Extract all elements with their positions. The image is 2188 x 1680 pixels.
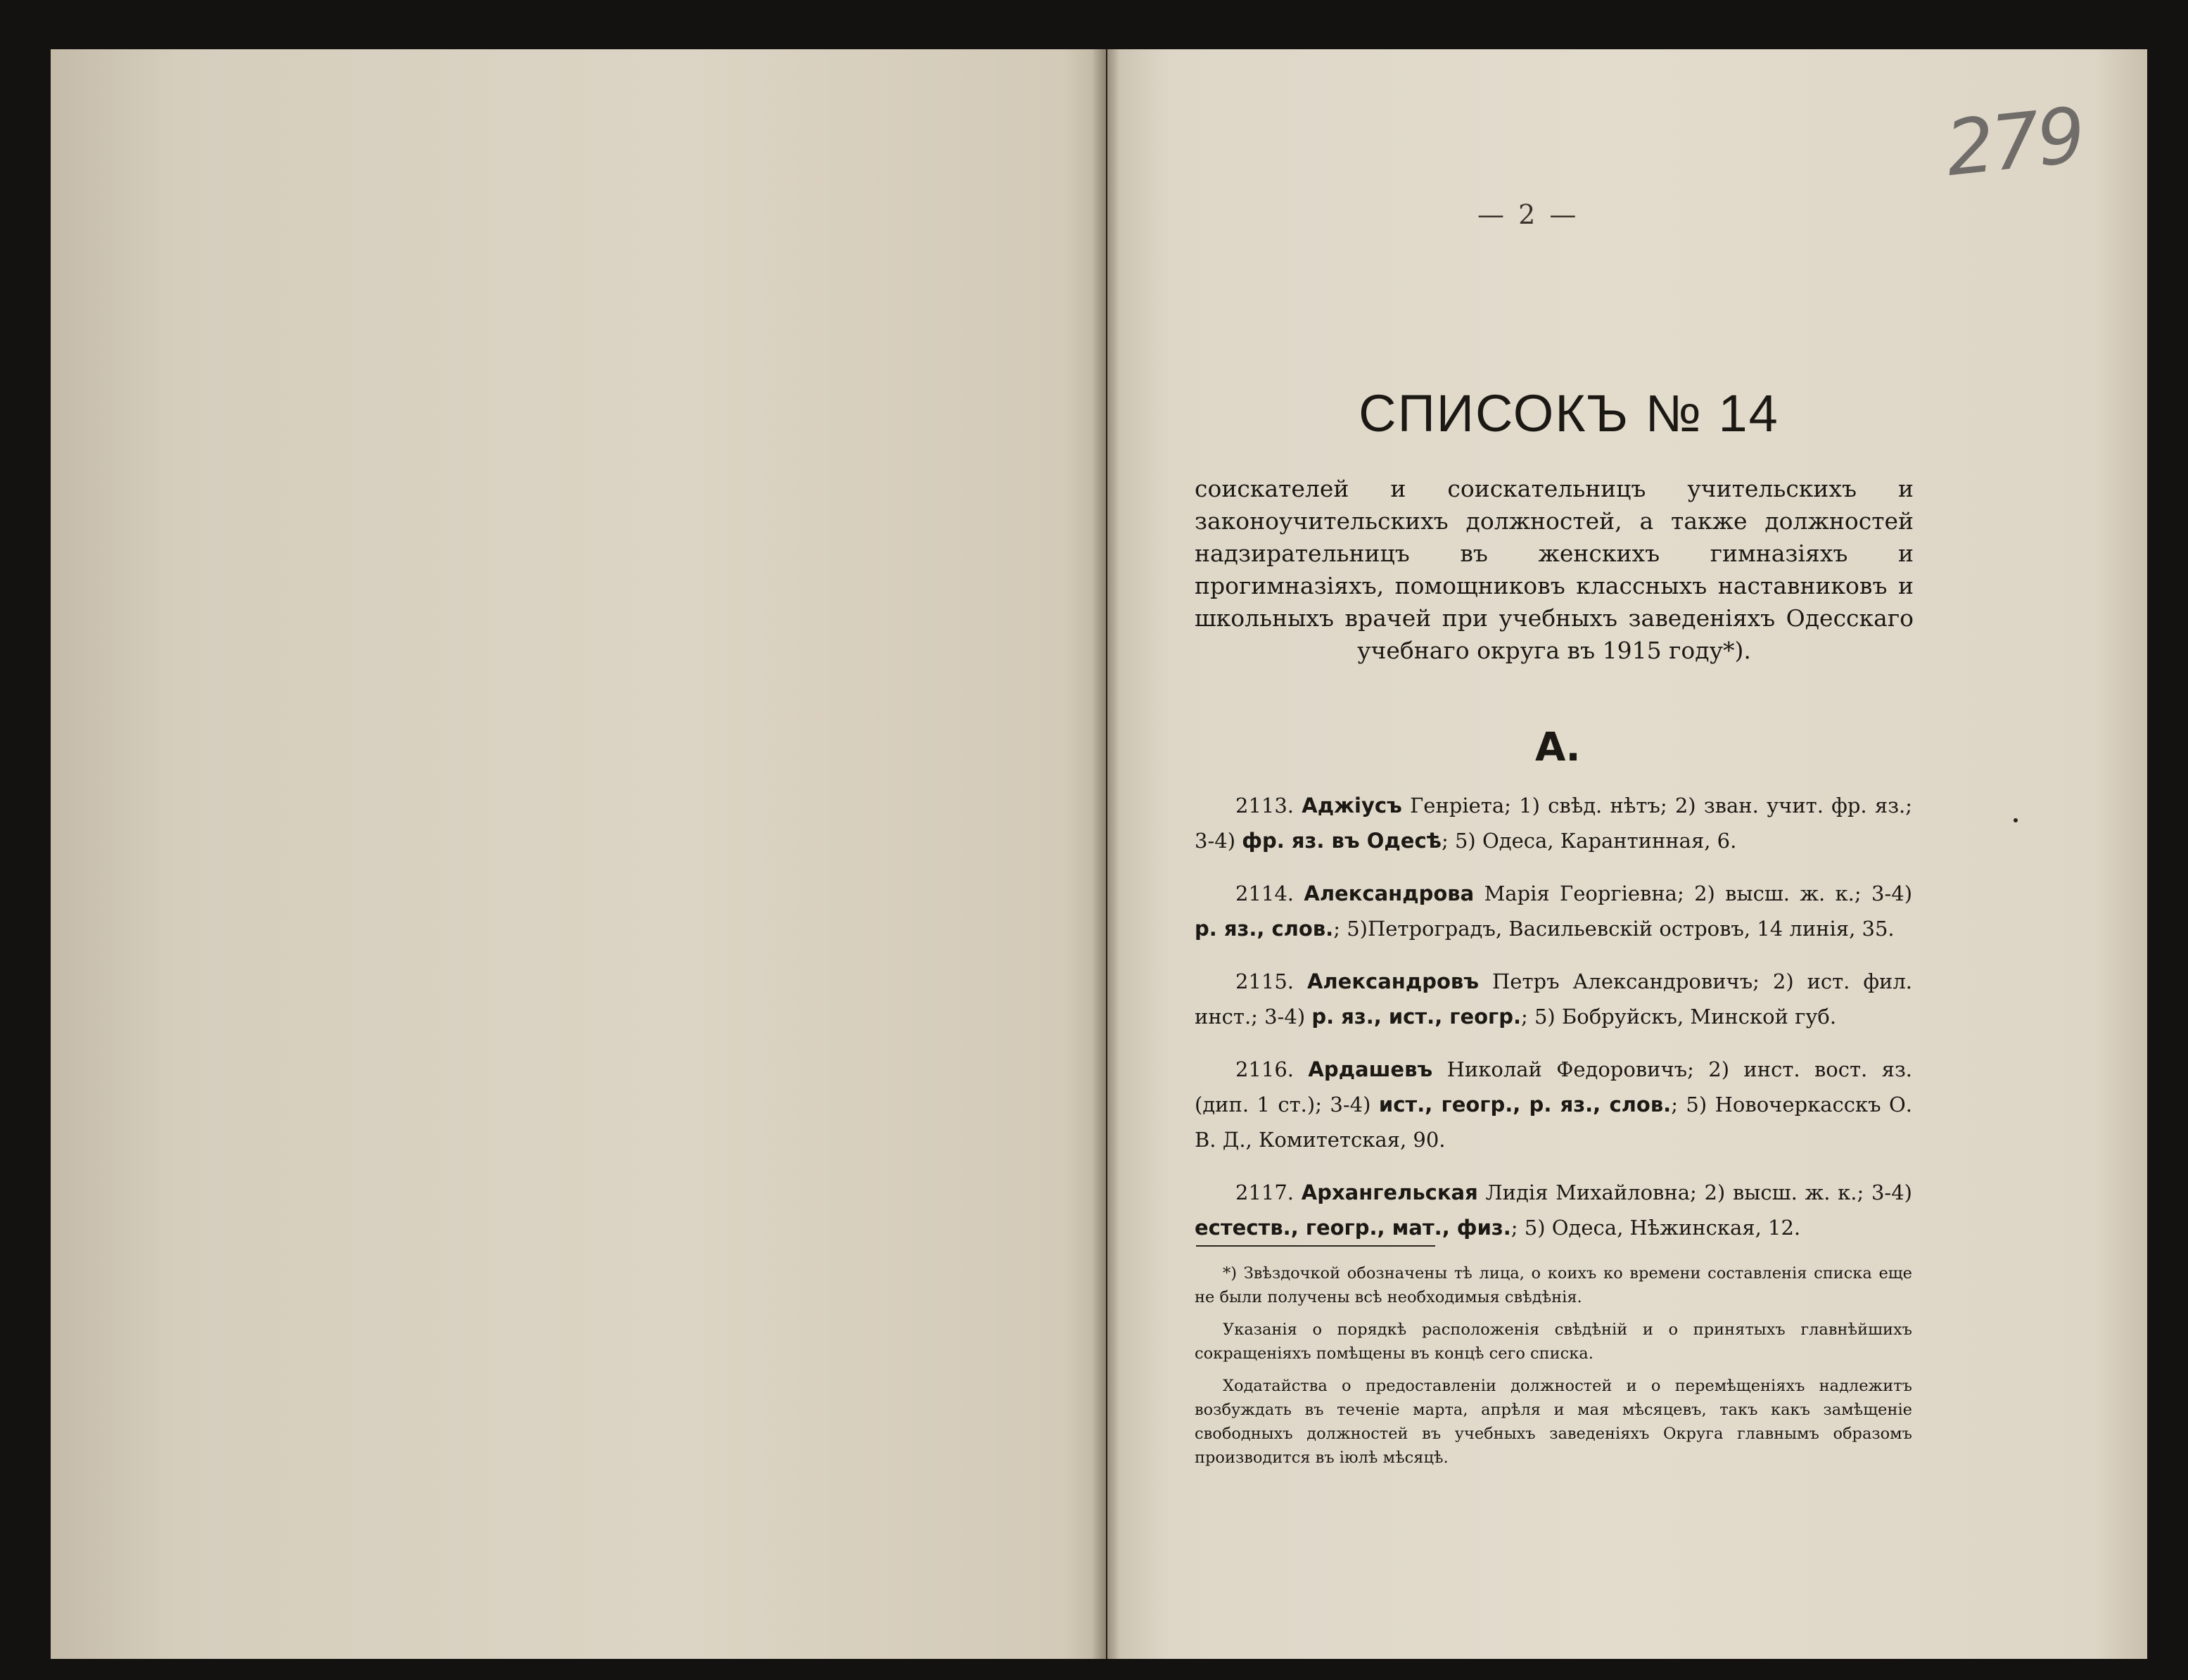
entry-name: Архангельская <box>1301 1181 1478 1204</box>
entry-subjects: р. яз., слов. <box>1195 917 1334 941</box>
list-entry <box>1195 876 1912 946</box>
document-subtitle: соискателей и соискательницъ учительскихъ и законоучительскихъ должностей, а также должностей надзирательницъ въ женскихъ гимназіяхъ и прогимназіяхъ, помощниковъ классныхъ наставниковъ и школьныхъ врачей при учебныхъ заведеніяхъ Одесскаго учебнаго округа въ 1915 году*). <box>1195 475 1914 664</box>
page-number: — 2 — <box>1477 199 1579 230</box>
entry-number: 2117. <box>1235 1181 1295 1204</box>
entry-details: Лидія Михайловна; 2) высш. ж. к.; 3-4) <box>1477 1181 1912 1204</box>
entry-subjects: фр. яз. въ Одесѣ <box>1242 829 1442 853</box>
entry-address: ; 5) Одеса, Карантинная, 6. <box>1441 829 1737 853</box>
entry-details: Николай Федоровичъ; 2) инст. вост. яз. (дип. 1 ст.); 3-4) <box>1195 1057 1912 1116</box>
entry-number: 2115. <box>1235 969 1295 993</box>
entry-address: ; 5) Одеса, Нѣжинская, 12. <box>1510 1216 1801 1240</box>
entry-address: ; 5) Новочеркасскъ О. В. Д., Комитетская, 90. <box>1195 1093 1912 1152</box>
left-page <box>51 49 1106 1659</box>
entry-number: 2113. <box>1235 794 1295 817</box>
document-title: СПИСОКЪ № 14 <box>1359 384 1779 443</box>
handwritten-folio-number: 279 <box>1941 91 2087 193</box>
entry-number: 2114. <box>1235 882 1295 905</box>
footnote-petitions: Ходатайства о предоставленіи должностей и о перемѣщеніяхъ надлежитъ возбуждать въ теченіе марта, апрѣля и мая мѣсяцевъ, такъ какъ замѣщеніе свободныхъ должностей въ учебныхъ заведеніяхъ Округа главнымъ образомъ производится въ іюлѣ мѣсяцѣ. <box>1195 1377 1912 1467</box>
bleed-through-text <box>318 218 1134 1344</box>
page-fold <box>1092 49 1120 1659</box>
entry-number: 2116. <box>1235 1057 1295 1081</box>
entry-name: Александровъ <box>1306 969 1480 993</box>
footnote-asterisk: *) Звѣздочкой обозначены тѣ лица, о коихъ ко времени составленія списка еще не были получены всѣ необходимыя свѣдѣнія. <box>1195 1264 1912 1306</box>
entry-address: ; 5) Бобруйскъ, Минской губ. <box>1520 1005 1837 1029</box>
ink-dot <box>2014 818 2018 822</box>
entry-name: Александрова <box>1304 882 1475 905</box>
list-entry <box>1195 788 1912 858</box>
list-entry <box>1195 964 1912 1034</box>
entry-subjects: естеств., геогр., мат., физ. <box>1195 1216 1511 1240</box>
entry-address: ; 5)Петроградъ, Васильевскій островъ, 14 линія, 35. <box>1333 917 1895 941</box>
entry-details: Петръ Александровичъ; 2) ист. фил. инст.; 3-4) <box>1195 969 1913 1029</box>
section-letter: А. <box>1535 725 1581 770</box>
entries-list <box>1195 788 1912 1263</box>
entry-subjects: ист., геогр., р. яз., слов. <box>1378 1093 1672 1116</box>
entry-name: Ардашевъ <box>1308 1057 1433 1081</box>
list-entry <box>1195 1052 1912 1157</box>
footnote-abbreviations: Указанія о порядкѣ расположенія свѣдѣній и о принятыхъ главнѣйшихъ сокращеніяхъ помѣщены въ концѣ сего списка. <box>1195 1321 1912 1363</box>
entry-name: Аджіусъ <box>1302 794 1402 817</box>
entry-subjects: р. яз., ист., геогр. <box>1311 1005 1521 1029</box>
entry-details: Генріета; 1) свѣд. нѣтъ; 2) зван. учит. фр. яз.; 3-4) <box>1195 794 1913 853</box>
list-entry <box>1195 1175 1912 1245</box>
entry-details: Марія Георгіевна; 2) высш. ж. к.; 3-4) <box>1474 882 1913 905</box>
footnote-rule <box>1196 1245 1435 1247</box>
